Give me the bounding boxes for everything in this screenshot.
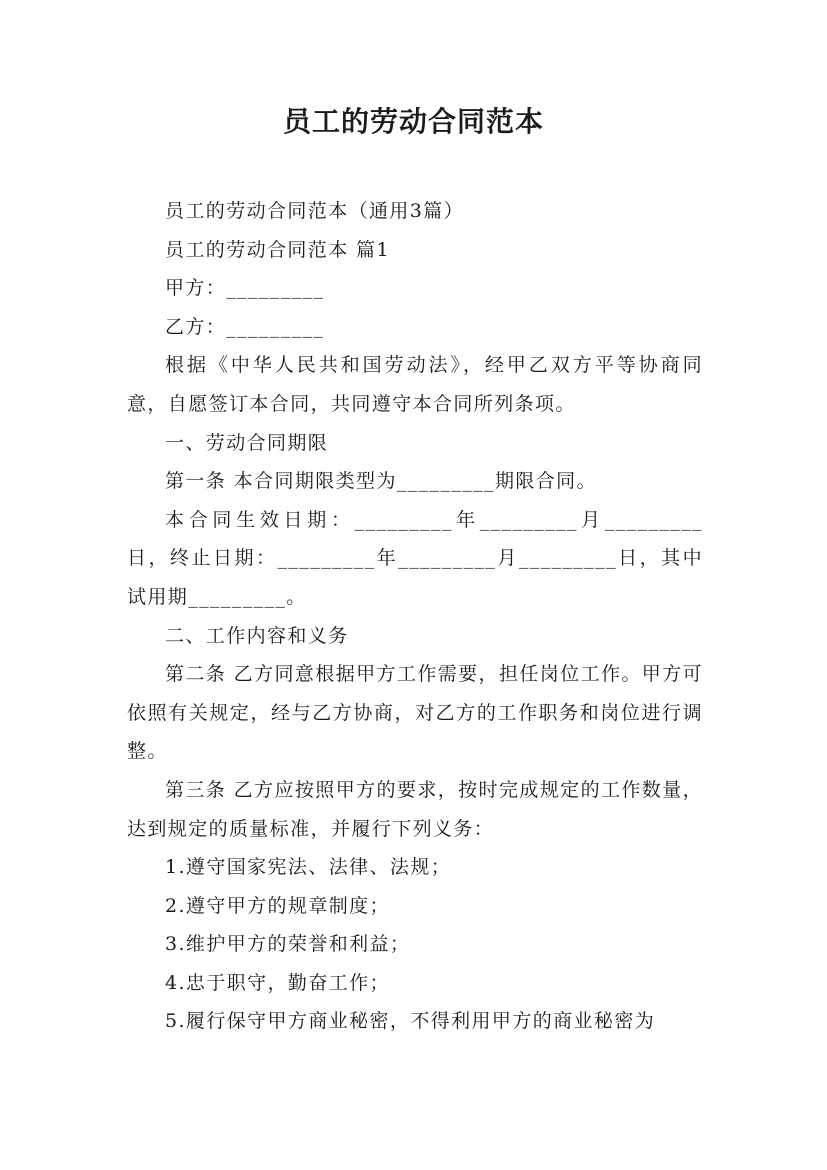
- paragraph-party-a: 甲方：_________: [165, 277, 325, 300]
- paragraph-article-1: 第一条 本合同期限类型为_________期限合同。: [165, 470, 597, 493]
- list-item-5: 5.履行保守甲方商业秘密，不得利用甲方的商业秘密为: [165, 1010, 656, 1033]
- paragraph-article-3: 第三条 乙方应按照甲方的要求，按时完成规定的工作数量，达到规定的质量标准，并履行下列义务：: [127, 778, 703, 840]
- paragraph-party-b: 乙方：_________: [165, 315, 325, 338]
- list-item-4: 4.忠于职守，勤奋工作；: [165, 971, 390, 994]
- paragraph-article-2: 第二条 乙方同意根据甲方工作需要，担任岗位工作。甲方可依照有关规定，经与乙方协商，对乙方的工作职务和岗位进行调整。: [127, 663, 703, 763]
- document-body: [127, 192, 703, 1041]
- paragraph-heading-duties: 二、工作内容和义务: [165, 624, 349, 647]
- list-item-1: 1.遵守国家宪法、法律、法规；: [165, 856, 452, 879]
- paragraph-effective-date: 本合同生效日期：_________年_________月_________日，终止日期：_________年_________月_________日，其中试用期_________。: [127, 508, 703, 608]
- paragraph-preamble: 根据《中华人民共和国劳动法》，经甲乙双方平等协商同意，自愿签订本合同，共同遵守本合同所列条项。: [127, 354, 703, 415]
- list-item-3: 3.维护甲方的荣誉和利益；: [165, 933, 411, 956]
- document-title: 员工的劳动合同范本: [282, 105, 544, 138]
- list-item-2: 2.遵守甲方的规章制度；: [165, 894, 390, 917]
- paragraph-section-heading: 员工的劳动合同范本 篇1: [165, 238, 390, 261]
- paragraph-heading-term: 一、劳动合同期限: [165, 431, 329, 454]
- paragraph-subtitle: 员工的劳动合同范本（通用3篇）: [165, 200, 465, 222]
